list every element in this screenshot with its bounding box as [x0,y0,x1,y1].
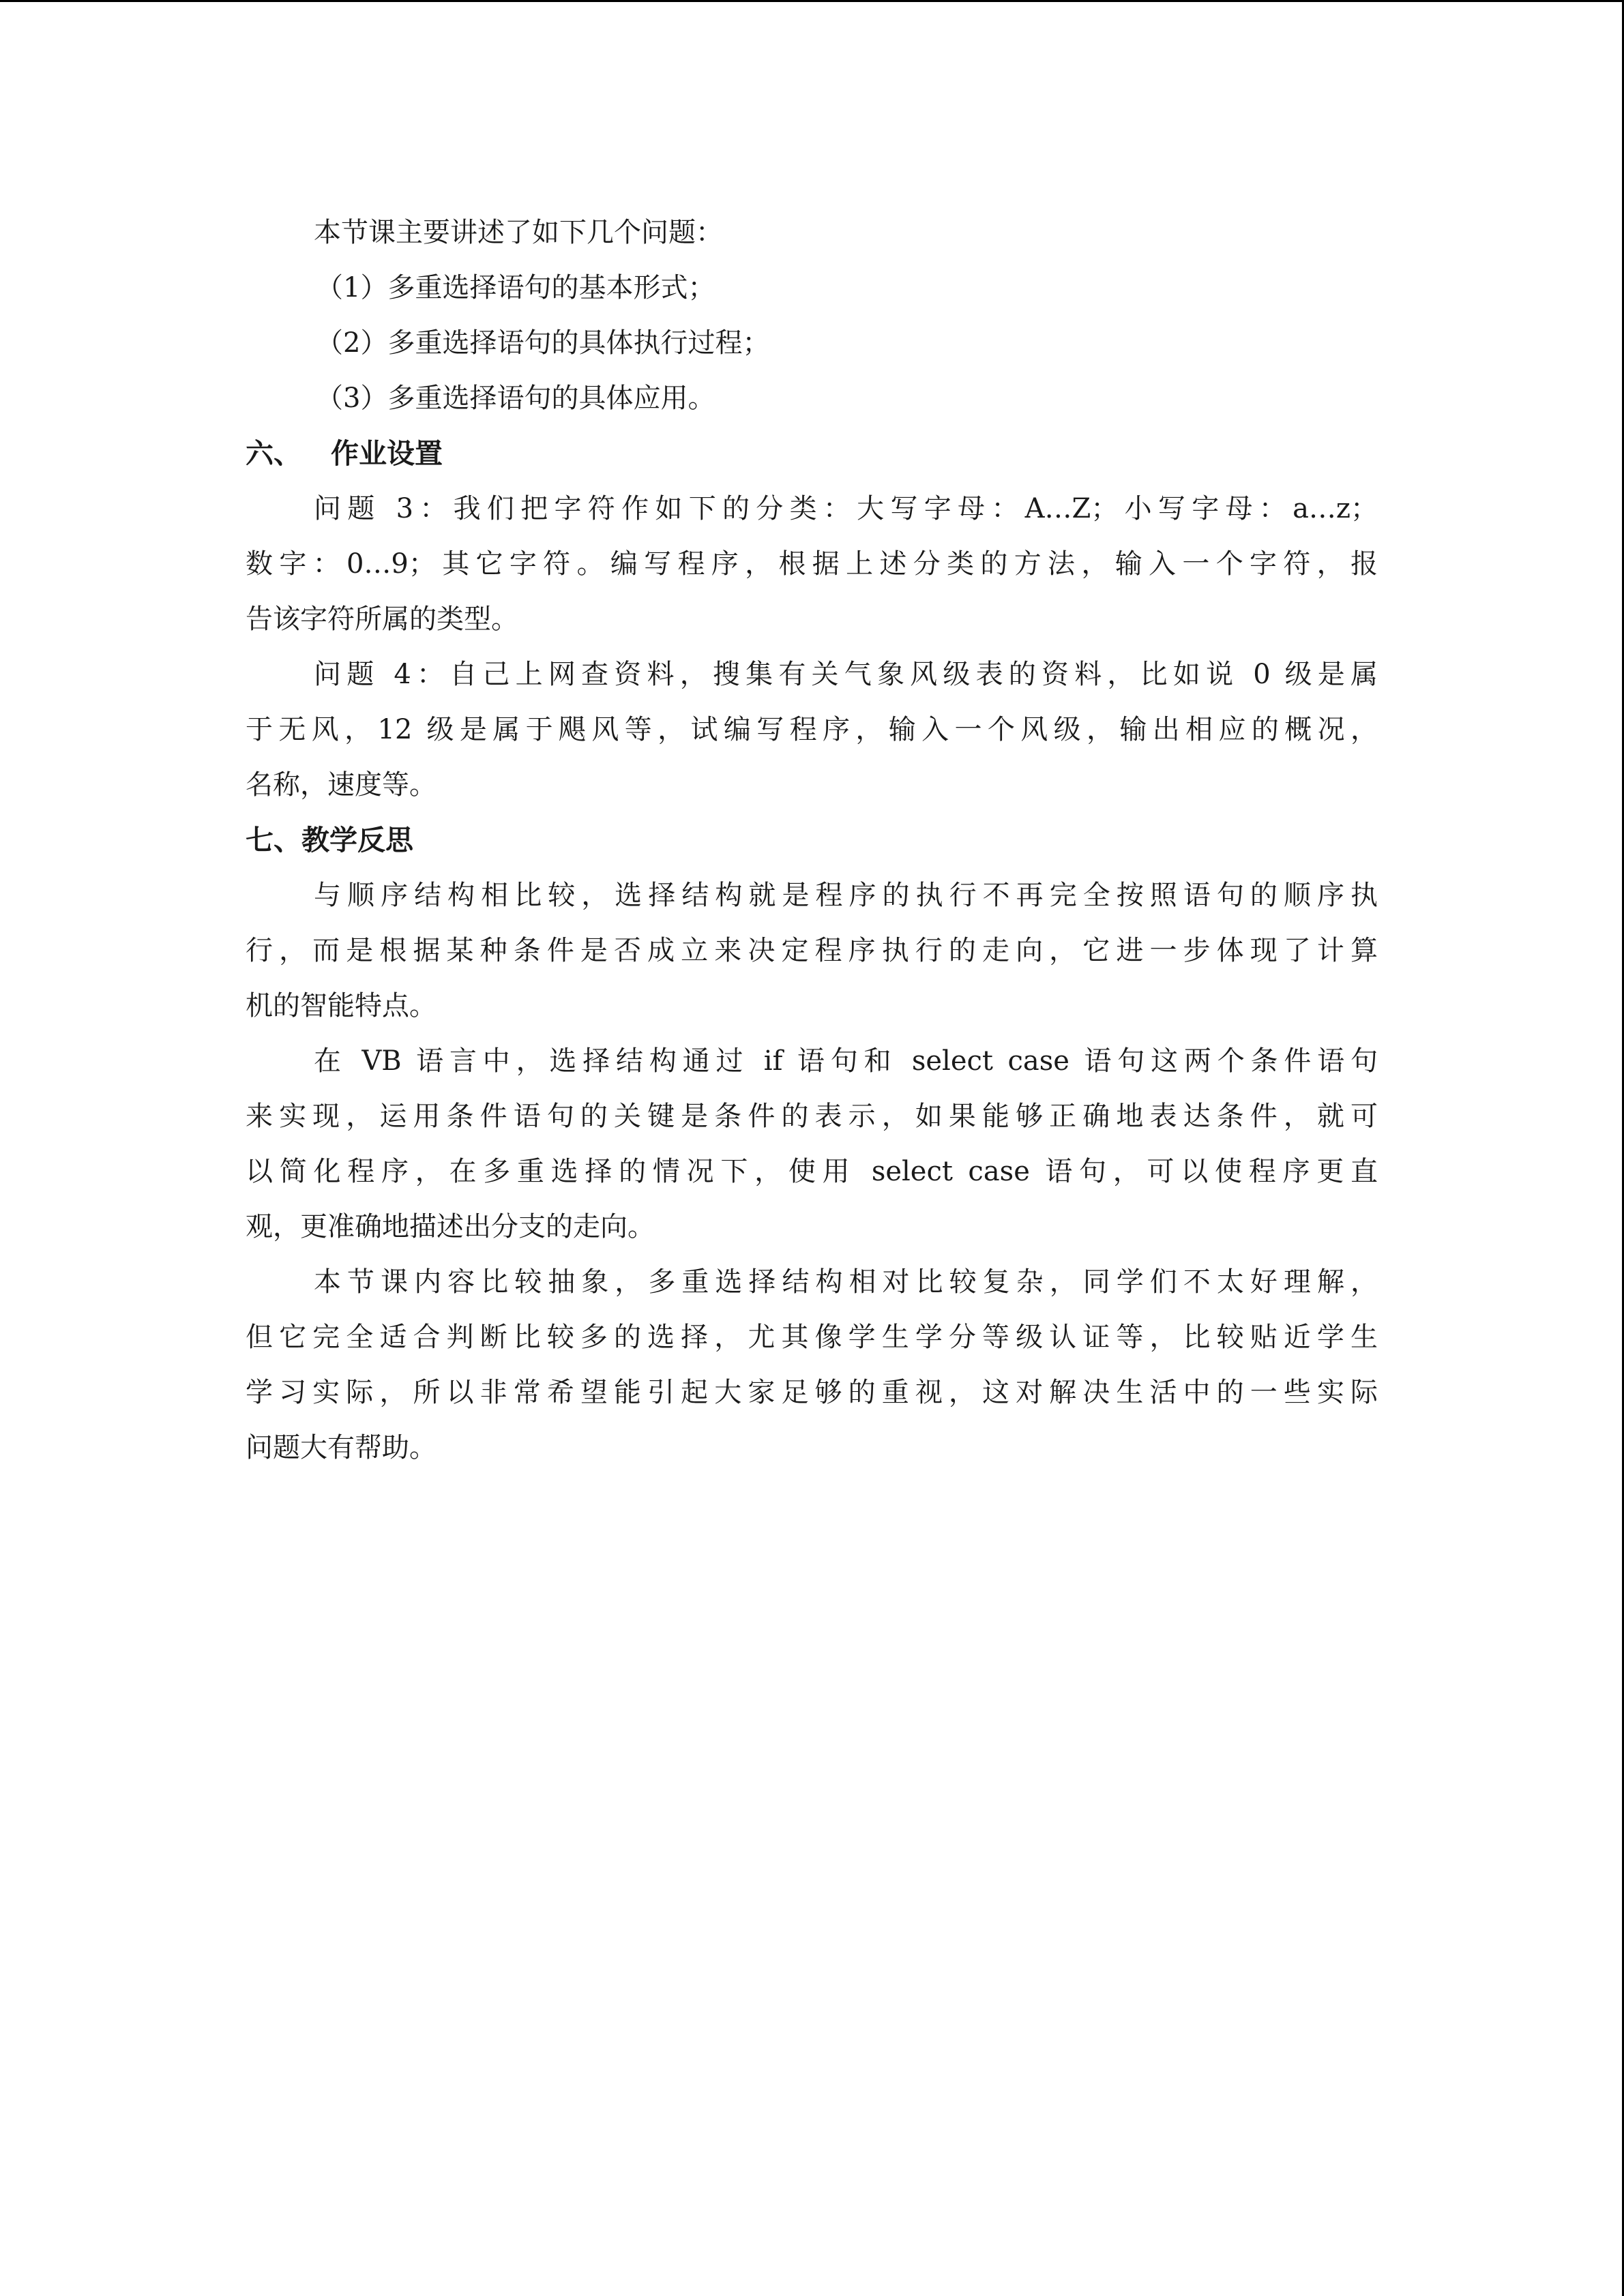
q4-line-2: 于无风，12 级是属于飓风等，试编写程序，输入一个风级，输出相应的概况， [246,714,1378,745]
reflection-paragraph-1 [246,868,1378,1034]
section-6-heading [246,426,1378,481]
q3-line-1: 问题 3：我们把字符作如下的分类：大写字母：A…Z；小写字母：a…z； [314,493,1378,524]
summary-item-3: （3）多重选择语句的具体应用。 [316,383,715,414]
p1-line-1: 与顺序结构相比较，选择结构就是程序的执行不再完全按照语句的顺序执 [314,880,1378,911]
p2-line-1: 在 VB 语言中，选择结构通过 if 语句和 select case 语句这两个条件语句 [314,1045,1378,1077]
p1-line-2: 行，而是根据某种条件是否成立来决定程序执行的走向，它进一步体现了计算 [246,935,1378,966]
p2-line-4: 观，更准确地描述出分支的走向。 [246,1211,655,1242]
document-body [246,205,1378,1476]
summary-item-2: （2）多重选择语句的具体执行过程； [316,327,770,359]
p3-line-2: 但它完全适合判断比较多的选择，尤其像学生学分等级认证等，比较贴近学生 [246,1322,1378,1353]
section-7-heading: 七、教学反思 [246,824,413,856]
section-6-title: 作业设置 [331,437,443,470]
p3-line-4: 问题大有帮助。 [246,1432,437,1463]
p2-line-3: 以简化程序，在多重选择的情况下，使用 select case 语句，可以使程序更直 [246,1156,1378,1187]
homework-question-4 [246,647,1378,813]
q4-line-1: 问题 4：自己上网查资料，搜集有关气象风级表的资料，比如说 0 级是属 [314,659,1378,690]
summary-intro: 本节课主要讲述了如下几个问题： [314,217,723,248]
p3-line-1: 本节课内容比较抽象，多重选择结构相对比较复杂，同学们不太好理解， [314,1266,1378,1298]
reflection-paragraph-3 [246,1255,1378,1476]
homework-question-3 [246,481,1378,647]
p1-line-3: 机的智能特点。 [246,990,437,1022]
q4-line-3: 名称，速度等。 [246,769,437,801]
p3-line-3: 学习实际，所以非常希望能引起大家足够的重视，这对解决生活中的一些实际 [246,1377,1378,1408]
summary-item-1: （1）多重选择语句的基本形式； [316,272,715,303]
q3-line-2: 数字：0…9；其它字符。编写程序，根据上述分类的方法，输入一个字符，报 [246,548,1378,580]
q3-line-3: 告该字符所属的类型。 [246,603,518,635]
section-6-number: 六、 [246,437,301,470]
p2-line-2: 来实现，运用条件语句的关键是条件的表示，如果能够正确地表达条件，就可 [246,1101,1378,1132]
reflection-paragraph-2 [246,1034,1378,1255]
